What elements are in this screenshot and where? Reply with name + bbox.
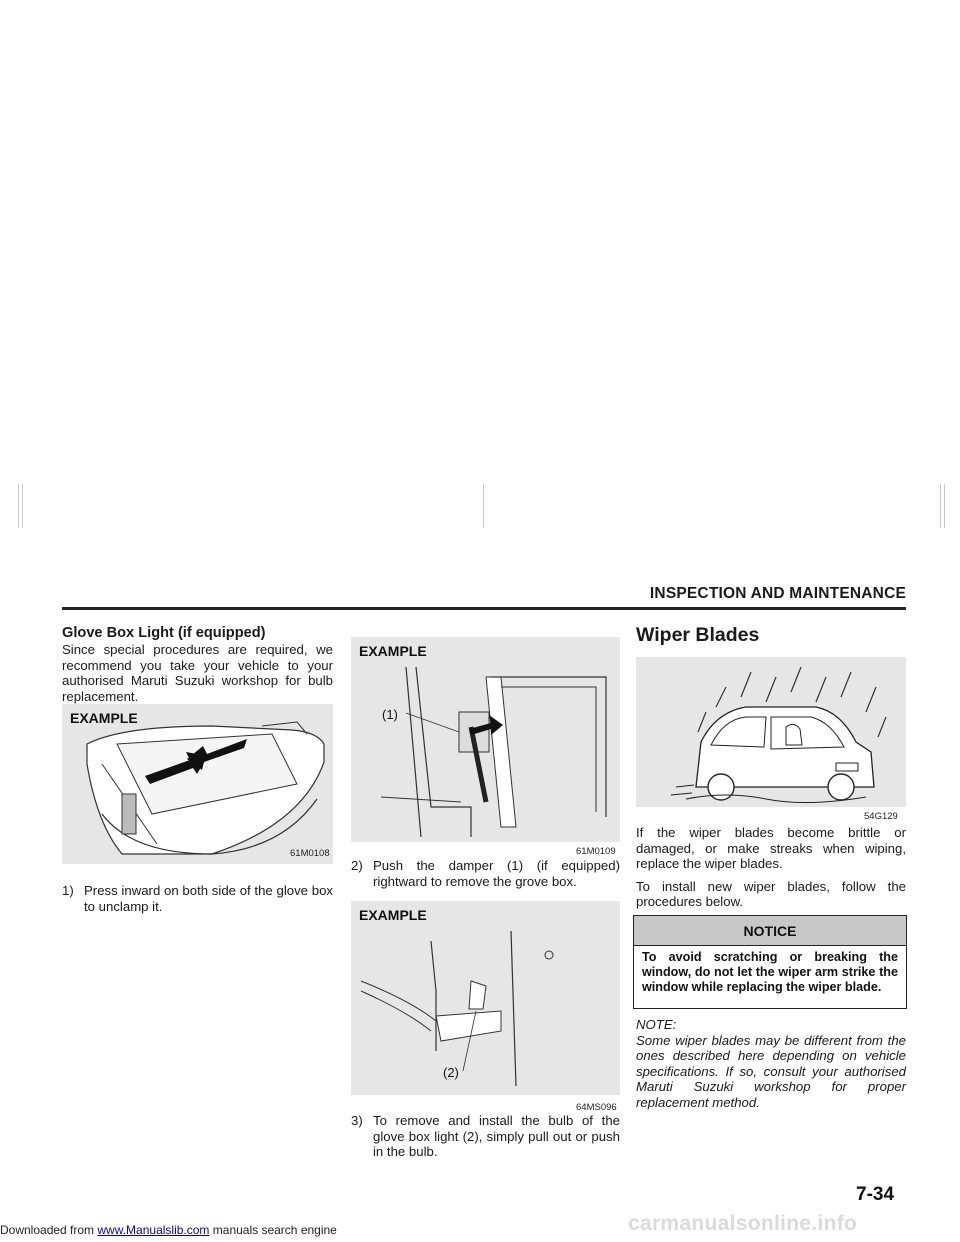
download-suffix: manuals search engine (209, 1223, 337, 1237)
glove-box-intro: Since special procedures are required, we recommend you take your vehicle to your authorised Maruti Suzuki workshop for bulb replacement. (62, 642, 333, 704)
wiper-para-1: If the wiper blades become brittle or damaged, or make streaks when wiping, replace the wiper blades. (636, 825, 906, 871)
section-header: INSPECTION AND MAINTENANCE (649, 585, 906, 602)
wiper-figure (636, 657, 906, 822)
wiper-body (636, 825, 906, 910)
car-in-rain-illustration (636, 657, 906, 807)
note-text: Some wiper blades may be different from the ones described here depending on vehicle specifications. If so, consult your authorised Maruti Suzuki workshop for proper replacement method. (636, 1032, 906, 1110)
download-prefix: Downloaded from (0, 1223, 98, 1237)
figure-code: 61M0108 (290, 848, 330, 859)
wiper-para-2: To install new wiper blades, follow the procedures below. (636, 878, 906, 909)
step-2 (351, 858, 620, 889)
trim-mark (944, 484, 945, 528)
step-3 (351, 1113, 620, 1160)
download-footer (0, 1223, 337, 1237)
callout-1: (1) (382, 707, 398, 722)
damper-illustration (351, 637, 620, 842)
callout-2: (2) (443, 1065, 459, 1080)
notice-title: NOTICE (634, 916, 906, 946)
step-text: Press inward on both side of the glove box to unclamp it. (84, 883, 333, 914)
notice-box (633, 915, 907, 1009)
figure-code: 61M0109 (576, 846, 616, 857)
trim-mark (483, 484, 484, 528)
left-column (62, 625, 333, 704)
trim-mark (18, 484, 19, 528)
wiper-heading-block (636, 624, 906, 646)
note-block (636, 1017, 906, 1110)
figure-label: EXAMPLE (359, 643, 427, 659)
figure-label: EXAMPLE (70, 710, 138, 726)
step-1 (62, 883, 333, 914)
figure-code: 54G129 (864, 811, 898, 822)
trim-mark (22, 484, 23, 528)
bulb-illustration (351, 901, 620, 1095)
glove-box-illustration (62, 704, 333, 864)
page-number: 7-34 (856, 1184, 895, 1205)
glove-box-heading: Glove Box Light (if equipped) (62, 625, 266, 641)
step-number: 1) (62, 883, 74, 898)
damper-figure (351, 637, 620, 857)
step-text: Push the damper (1) (if equipped) rightward to remove the grove box. (373, 858, 620, 889)
notice-text: To avoid scratching or breaking the window, do not let the wiper arm strike the window while replacing the wiper blade. (642, 950, 898, 994)
figure-code: 64MS096 (576, 1102, 617, 1113)
wiper-heading: Wiper Blades (636, 624, 760, 646)
figure-label: EXAMPLE (359, 907, 427, 923)
step-number: 3) (351, 1113, 363, 1128)
glove-box-figure (62, 704, 333, 864)
step-number: 2) (351, 858, 363, 873)
step-text: To remove and install the bulb of the glove box light (2), simply pull out or push in the bulb. (373, 1113, 620, 1159)
note-label: NOTE: (636, 1017, 677, 1032)
watermark: carmanualsonline.info (628, 1212, 858, 1235)
bulb-figure (351, 901, 620, 1113)
manualslib-link[interactable]: www.Manualslib.com (97, 1223, 210, 1237)
header-rule (62, 607, 906, 610)
trim-mark (940, 484, 941, 528)
